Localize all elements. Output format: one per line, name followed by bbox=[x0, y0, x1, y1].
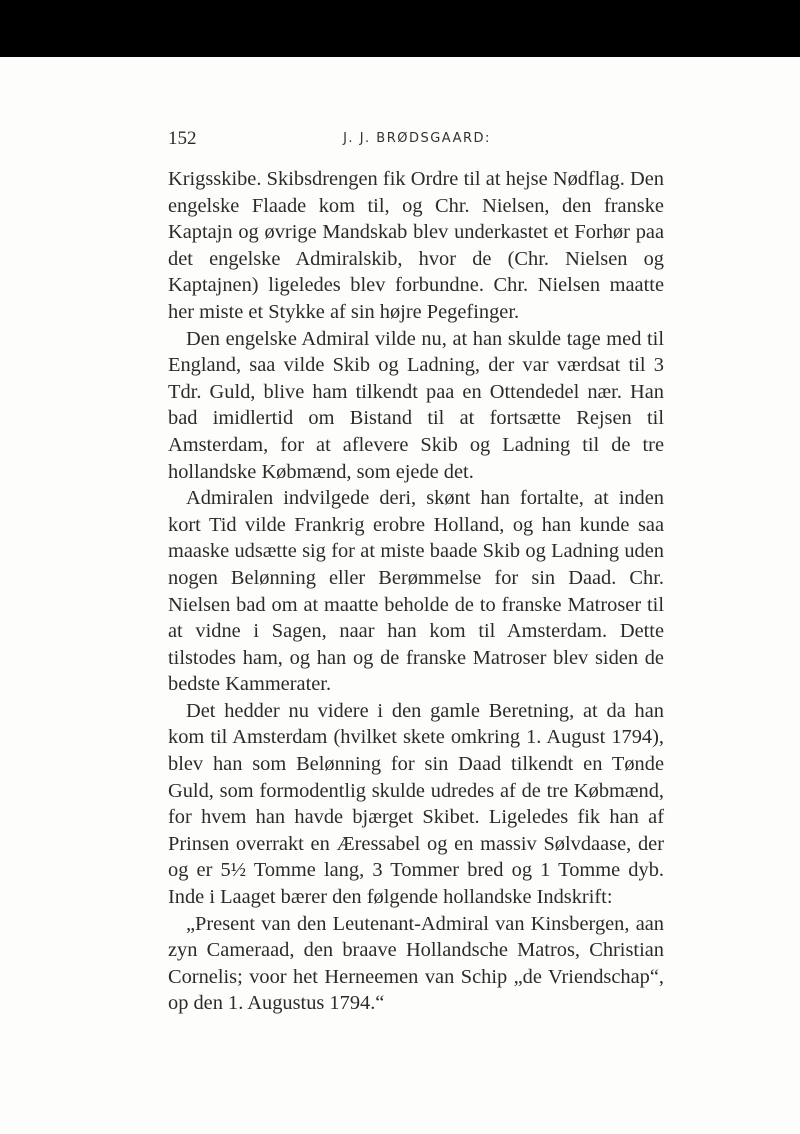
paragraph: Krigsskibe. Skibsdrengen fik Ordre til at hejse Nødflag. Den engelske Flaade kom til, og Chr. Nielsen, den franske Kaptajn og øvrige Mandskab blev underkastet et Forhør paa det engelske Admiralskib, hvor de (Chr. Nielsen og Kaptajnen) ligeledes blev forbundne. Chr. Nielsen maatte her miste et Stykke af sin højre Pegefinger. bbox=[168, 168, 664, 323]
running-head: J. J. BRØDSGAARD: bbox=[343, 131, 491, 146]
body-text bbox=[168, 166, 664, 1017]
page-header bbox=[168, 128, 666, 152]
page-number: 152 bbox=[168, 128, 197, 149]
scan-border bbox=[0, 0, 800, 57]
inscription-quote: „Present van den Leutenant-Admiral van Kinsbergen, aan zyn Cameraad, den braave Hollandsche Matros, Christian Cornelis; voor het Herneemen van Schip „de Vriendschap“, op den 1. Augustus 1794.“ bbox=[168, 912, 664, 1015]
paragraph: Det hedder nu videre i den gamle Beretning, at da han kom til Amsterdam (hvilket skete omkring 1. August 1794), blev han som Belønning for sin Daad tilkendt en Tønde Guld, som formodentlig skulde udredes af de tre Købmænd, for hvem han havde bjærget Skibet. Ligeledes fik han af Prinsen overrakt en Æressabel og en massiv Sølvdaase, der og er 5½ Tomme lang, 3 Tommer bred og 1 Tomme dyb. Inde i Laaget bærer den følgende hollandske Indskrift: bbox=[168, 699, 664, 909]
paragraph: Admiralen indvilgede deri, skønt han fortalte, at inden kort Tid vilde Frankrig erobre Holland, og han kunde saa maaske udsætte sig for at miste baade Skib og Ladning uden nogen Belønning eller Berømmelse for sin Daad. Chr. Nielsen bad om at maatte beholde de to franske Matroser til at vidne i Sagen, naar han kom til Amsterdam. Dette tilstodes ham, og han og de franske Matroser blev siden de bedste Kammerater. bbox=[168, 487, 664, 696]
paragraph: Den engelske Admiral vilde nu, at han skulde tage med til England, saa vilde Skib og Ladning, der var værdsat til 3 Tdr. Guld, blive ham tilkendt paa en Ottendedel nær. Han bad imidlertid om Bistand til at fortsætte Rejsen til Amsterdam, for at aflevere Skib og Ladning til de tre hollandske Købmænd, som ejede det. bbox=[168, 327, 664, 483]
